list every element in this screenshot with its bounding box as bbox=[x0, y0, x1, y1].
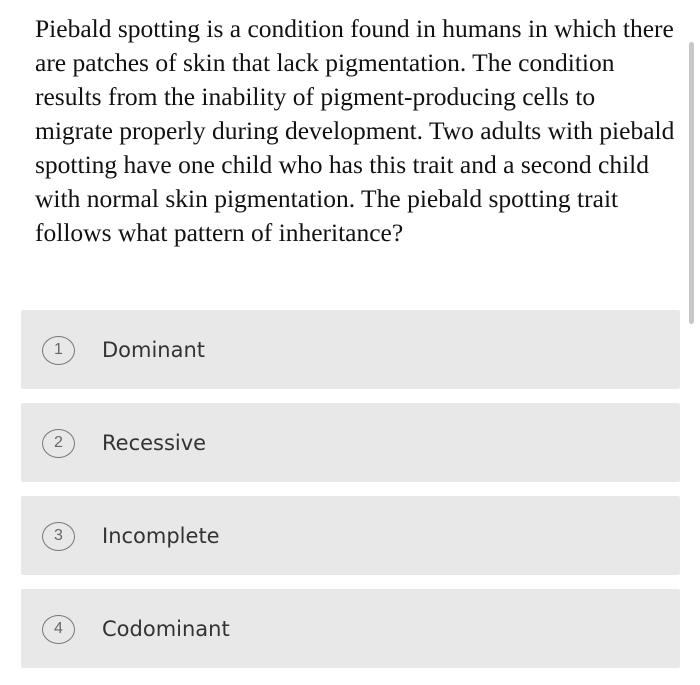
question-text: Piebald spotting is a condition found in humans in which there are patches of skin that lack pigmentation. The condition results from the inability of pigment-producing cells to migrate properly during development. Two adults with piebald spotting have one child who has this trait and a second child with normal skin pigmentation. The piebald spotting trait follows what pattern of inheritance? bbox=[35, 14, 675, 247]
option-recessive[interactable] bbox=[21, 403, 680, 482]
option-number-badge: 4 bbox=[42, 615, 75, 644]
option-incomplete[interactable] bbox=[21, 496, 680, 575]
option-label: Dominant bbox=[102, 338, 206, 362]
option-label: Recessive bbox=[102, 431, 207, 455]
option-number-badge: 3 bbox=[42, 522, 75, 551]
option-label: Incomplete bbox=[102, 524, 220, 548]
answer-options bbox=[21, 310, 680, 682]
option-codominant[interactable] bbox=[21, 589, 680, 668]
option-number-badge: 2 bbox=[42, 429, 75, 458]
option-number-badge: 1 bbox=[42, 336, 75, 365]
option-dominant[interactable] bbox=[21, 310, 680, 389]
option-label: Codominant bbox=[102, 617, 230, 641]
vertical-scrollbar[interactable] bbox=[689, 42, 694, 324]
